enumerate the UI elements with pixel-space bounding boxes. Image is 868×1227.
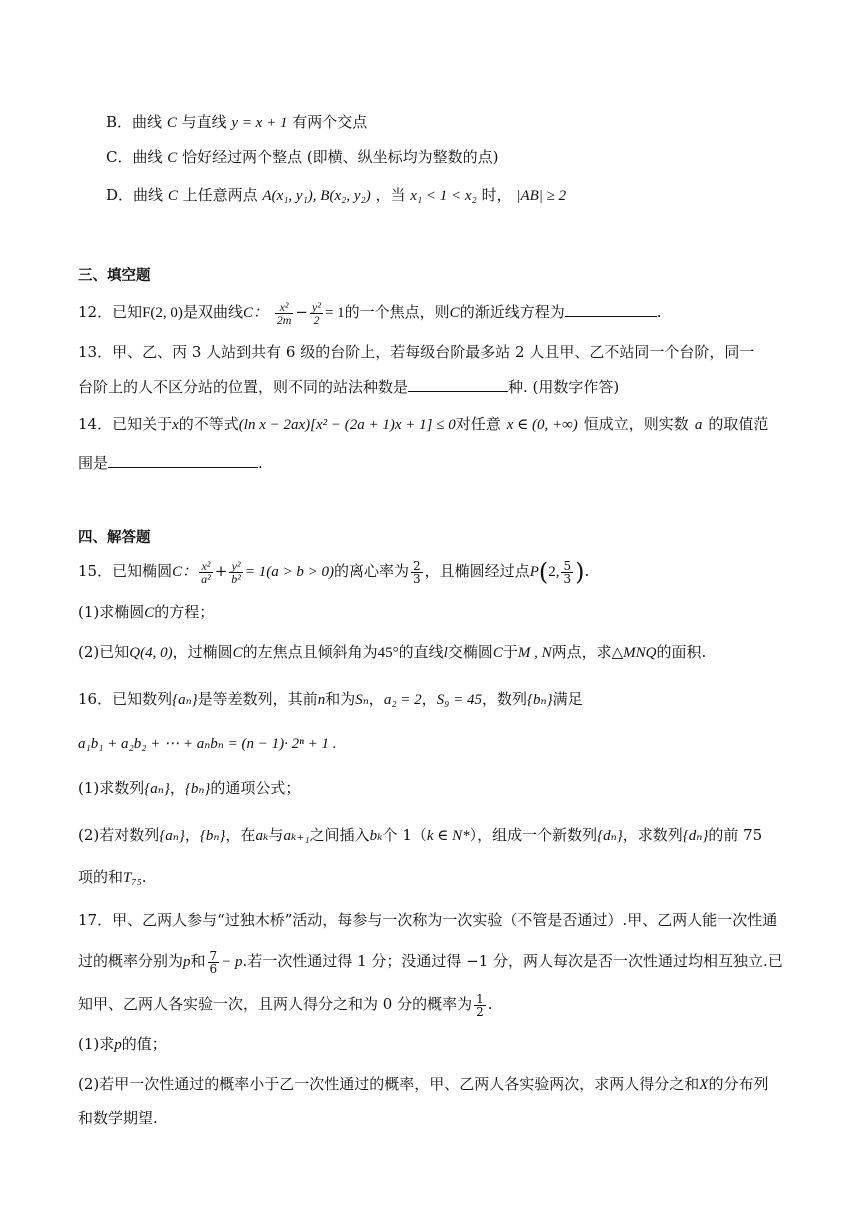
q15-plus: + — [214, 562, 228, 580]
q16-part2-bn: {bₙ} — [199, 828, 226, 844]
question-17-line-2 — [78, 944, 790, 979]
option-c-var: C — [167, 150, 178, 166]
q14-a: a — [694, 417, 703, 433]
question-16-part-1 — [78, 777, 790, 800]
option-b-var: C — [166, 115, 177, 131]
q12-f2-den: 2 — [313, 312, 320, 327]
q15-part2-f: 交椭圆 — [447, 643, 493, 661]
q15-point-y — [561, 560, 573, 585]
q16-sn: Sₙ — [355, 692, 369, 708]
q16-part2-h: ，求数列 — [622, 826, 683, 844]
q15-part2-c: C — [232, 645, 243, 661]
q15-part1-end: 的方程； — [154, 603, 215, 621]
q17-l3a: 知甲、乙两人各实验一次，且两人得分之和为 0 分的概率为 — [78, 995, 473, 1013]
q16-part2-dn: {dₙ} — [597, 828, 623, 844]
q17-l2c: − p — [221, 954, 243, 970]
q17-l2d: .若一次性通过得 1 分；没通过得 −1 分，两人每次是否一次性通过均相互独立.已 — [242, 952, 783, 970]
question-14-line-1 — [78, 413, 790, 436]
q12-fraction-2 — [310, 301, 323, 326]
q16-an: {aₙ} — [172, 692, 198, 708]
option-b-text1: 与直线 — [181, 113, 227, 131]
q15-f1-num: x² — [199, 560, 213, 573]
question-17-line-1: 17．甲、乙两人参与“过独木桥”活动，每参与一次称为一次实验（不管是否通过）.甲、乙两人能一次性通 — [78, 911, 778, 929]
q15-fraction-x — [199, 560, 213, 585]
q17-part1-p: p — [114, 1037, 122, 1053]
q15-part2-l: l — [443, 645, 448, 661]
option-c-text1: 恰好经过两个整点 (即横、纵坐标均为整数的点) — [182, 148, 499, 166]
q16-part2-kn: k ∈ N* — [426, 828, 470, 844]
q12-focus: F(2, 0) — [142, 305, 183, 321]
q15-part2-mn: M , N — [517, 645, 552, 661]
q12-f1-den: 2m — [276, 312, 292, 327]
q15-mid2: ，且椭圆经过点 — [424, 562, 530, 580]
option-b — [106, 111, 790, 134]
q15-part2-q: Q(4, 0) — [129, 645, 173, 661]
q16-a2: a₂ = 2 — [383, 692, 422, 708]
q14-x: x — [172, 417, 179, 433]
q17-part2-x: X — [699, 1077, 709, 1093]
q16-part2-d: 与 — [268, 826, 284, 844]
q14-mid4: 的取值范 — [708, 415, 769, 433]
option-d-cond: x₁ < 1 < x₂ — [410, 188, 477, 204]
q15-part2-triangle: △MNQ — [611, 645, 657, 661]
question-17-part-1 — [78, 1033, 790, 1056]
option-d-text1: 上任意两点 — [182, 186, 258, 204]
q12-minus: − — [295, 303, 308, 321]
question-15-part-2 — [78, 641, 790, 664]
q15-part1-c: C — [144, 605, 155, 621]
q12-mid: 是双曲线 — [182, 303, 243, 321]
q15-part2-d: 的左焦点且倾斜角为 — [242, 643, 378, 661]
q13-answer-blank[interactable] — [408, 376, 508, 392]
q14-domain: x ∈ (0, +∞) — [506, 417, 578, 433]
section-heading-solutions: 四、解答题 — [78, 529, 151, 546]
q12-answer-blank[interactable] — [565, 301, 657, 317]
q17-p: p — [183, 954, 191, 970]
q16-part2-c: ，在 — [225, 826, 256, 844]
q15-part2-angle: 45° — [377, 645, 399, 661]
section-heading-fill-in: 三、填空题 — [78, 267, 151, 284]
q16-end: 满足 — [552, 690, 583, 708]
question-12 — [78, 295, 790, 330]
q17-part2-a: (2)若甲一次性通过的概率小于乙一次性通过的概率，甲、乙两人各实验两次，求两人得分之和 — [78, 1075, 700, 1093]
q15-part2-c2: C — [492, 645, 503, 661]
q17-part2-b: 的分布列 — [708, 1075, 769, 1093]
q17-l2a: 过的概率分别为 — [78, 952, 184, 970]
q15-part1-a: (1)求椭圆 — [78, 603, 145, 621]
q16-part2-a: (2)若对数列 — [78, 826, 160, 844]
q15-eccentricity — [411, 560, 423, 585]
question-13-line-2 — [78, 376, 790, 398]
option-d-result: |AB| ≥ 2 — [516, 188, 567, 204]
q12-fraction-1 — [275, 301, 294, 326]
q16-part1-bn: {bₙ} — [184, 781, 211, 797]
q17-l3b: . — [487, 995, 493, 1013]
q17-fraction — [208, 950, 220, 975]
option-b-label: B．曲线 — [106, 113, 163, 131]
q15-f1-den: a² — [201, 571, 211, 586]
option-c-label: C．曲线 — [106, 148, 163, 166]
q15-prefix: 15．已知椭圆 — [78, 562, 173, 580]
q15-p-num: 5 — [563, 558, 572, 573]
q12-eq: = 1 — [324, 305, 345, 321]
option-b-eq: y = x + 1 — [231, 115, 288, 131]
q15-e-den: 3 — [413, 571, 421, 586]
q16-part2-g: ），组成一个新数列 — [469, 826, 598, 844]
q15-end: . — [584, 562, 590, 580]
q16-part2-e: 之间插入 — [309, 826, 370, 844]
question-14-line-2 — [78, 452, 790, 474]
option-d-points: A(x₁, y₁), B(x₂, y₂) — [262, 188, 371, 204]
option-d-text2: ，当 — [375, 186, 406, 204]
question-15-part-1 — [78, 601, 790, 624]
q16-s9: S₉ = 45 — [436, 692, 483, 708]
q16-part2-f: 个 1（ — [382, 826, 427, 844]
q14-mid2: 对任意 — [455, 415, 501, 433]
q16-sep: ， — [368, 690, 384, 708]
option-c — [106, 146, 790, 169]
q14-line2: 围是 — [78, 454, 109, 472]
q17-h-num: 1 — [476, 991, 484, 1006]
q13-line2-a: 台阶上的人不区分站的位置，则不同的站法种数是 — [78, 378, 409, 396]
q16-part1-a: (1)求数列 — [78, 779, 145, 797]
option-d-label: D．曲线 — [106, 186, 164, 204]
q12-end: . — [656, 303, 662, 321]
q12-f1-num: x² — [275, 301, 294, 314]
question-17-part-2-line-2: 和数学期望. — [78, 1109, 158, 1127]
q15-curve-name: C： — [172, 564, 198, 580]
q15-part2-a: (2)已知 — [78, 643, 130, 661]
q17-f-den: 6 — [209, 961, 218, 976]
option-d-text3: 时， — [481, 186, 512, 204]
question-17-part-2-line-1 — [78, 1073, 790, 1096]
q15-point-name: P — [529, 564, 539, 580]
q14-inequality: (ln x − 2ax)[x² − (2a + 1)x + 1] ≤ 0 — [238, 417, 456, 433]
q14-end: . — [258, 454, 263, 472]
question-17-line-3 — [78, 989, 790, 1019]
question-16-formula: a₁b₁ + a₂b₂ + ⋯ + aₙbₙ = (n − 1)· 2ⁿ + 1 . — [78, 736, 337, 752]
q14-answer-blank[interactable] — [108, 452, 258, 468]
q14-mid3: 恒成立，则实数 — [583, 415, 689, 433]
q16-bn: {bₙ} — [527, 692, 553, 708]
question-13-line-1: 13．甲、乙、丙 3 人站到共有 6 级的台阶上，若每级台阶最多站 2 人且甲、乙不站同一个台阶，同一 — [78, 343, 755, 361]
q15-part2-h: 两点，求 — [551, 643, 612, 661]
q12-f2-num: y² — [312, 299, 321, 314]
q14-mid: 的不等式 — [178, 415, 239, 433]
q16-part1-b: ， — [169, 779, 185, 797]
q16-part2-dn2: {dₙ} — [682, 828, 709, 844]
q16-part2-bk: bₖ — [369, 828, 383, 844]
q17-part1-b: 的值； — [121, 1035, 167, 1053]
q14-prefix: 14．已知关于 — [78, 415, 173, 433]
question-16-part-2-line-1 — [78, 824, 790, 847]
q17-part1-a: (1)求 — [78, 1035, 115, 1053]
question-16-part-2-line-2 — [78, 866, 790, 889]
q15-condition: = 1(a > b > 0) — [244, 564, 335, 580]
q16-part2-ak: aₖ — [255, 828, 269, 844]
question-15: 15．已知椭圆C： $\frac{\text{x²}}{\text{a²}}$ + $\frac{\text{y²}}{\text{b²}}$ = 1(a > b > 0)的离心率为 $\frac{2}{3}$ ，且椭圆经过点P(2, $\frac{5}{3}$ ). — [78, 558, 590, 586]
q15-f2-num: y² — [229, 560, 243, 573]
q16-prefix: 16．已知数列 — [78, 690, 173, 708]
q16-n: n — [317, 692, 326, 708]
option-d — [106, 184, 790, 207]
q16-part1-an: {aₙ} — [144, 781, 170, 797]
q15-f2-den: b² — [231, 571, 241, 586]
q15-e-num: 2 — [413, 558, 421, 573]
q15-part2-g: 于 — [502, 643, 518, 661]
q16-part2-an: {aₙ} — [159, 828, 185, 844]
question-16-line-1 — [78, 688, 790, 711]
q16-mid3: ，数列 — [482, 690, 528, 708]
q17-l2b: 和 — [190, 952, 206, 970]
q12-curve-name: C： — [242, 305, 268, 321]
q15-part2-i: 的面积. — [656, 643, 707, 661]
q12-prefix: 12．已知 — [78, 303, 143, 321]
q15-part2-b: ，过椭圆 — [172, 643, 233, 661]
q17-h-den: 2 — [476, 1004, 484, 1019]
q16-part2-ak1: aₖ₊₁ — [283, 828, 310, 844]
q12-curve-name-2: C — [449, 305, 460, 321]
q12-suffix: 的一个焦点，则 — [344, 303, 450, 321]
q16-part2-i: 的前 75 — [708, 826, 763, 844]
q16-part1-c: 的通项公式； — [210, 779, 301, 797]
q15-point-x: 2, — [548, 564, 560, 580]
q15-mid: 的离心率为 — [334, 562, 410, 580]
q16-mid2: 和为 — [325, 690, 356, 708]
q16-part2-line2a: 项的和 — [78, 868, 124, 886]
q15-fraction-y — [229, 560, 243, 585]
q12-suffix2: 的渐近线方程为 — [459, 303, 565, 321]
q16-part2-t: T₇₅ — [123, 870, 142, 886]
q15-part2-e: 的直线 — [398, 643, 444, 661]
q13-line2-b: 种. (用数字作答) — [508, 378, 620, 396]
option-b-text2: 有两个交点 — [292, 113, 368, 131]
q16-part2-b: ， — [184, 826, 200, 844]
q16-part2-end: . — [141, 868, 147, 886]
q17-half — [474, 993, 486, 1018]
option-d-var: C — [167, 188, 178, 204]
q16-sep2: ， — [421, 690, 437, 708]
q16-mid: 是等差数列，其前 — [197, 690, 318, 708]
q17-f-num: 7 — [209, 948, 218, 963]
q15-p-den: 3 — [563, 571, 572, 586]
